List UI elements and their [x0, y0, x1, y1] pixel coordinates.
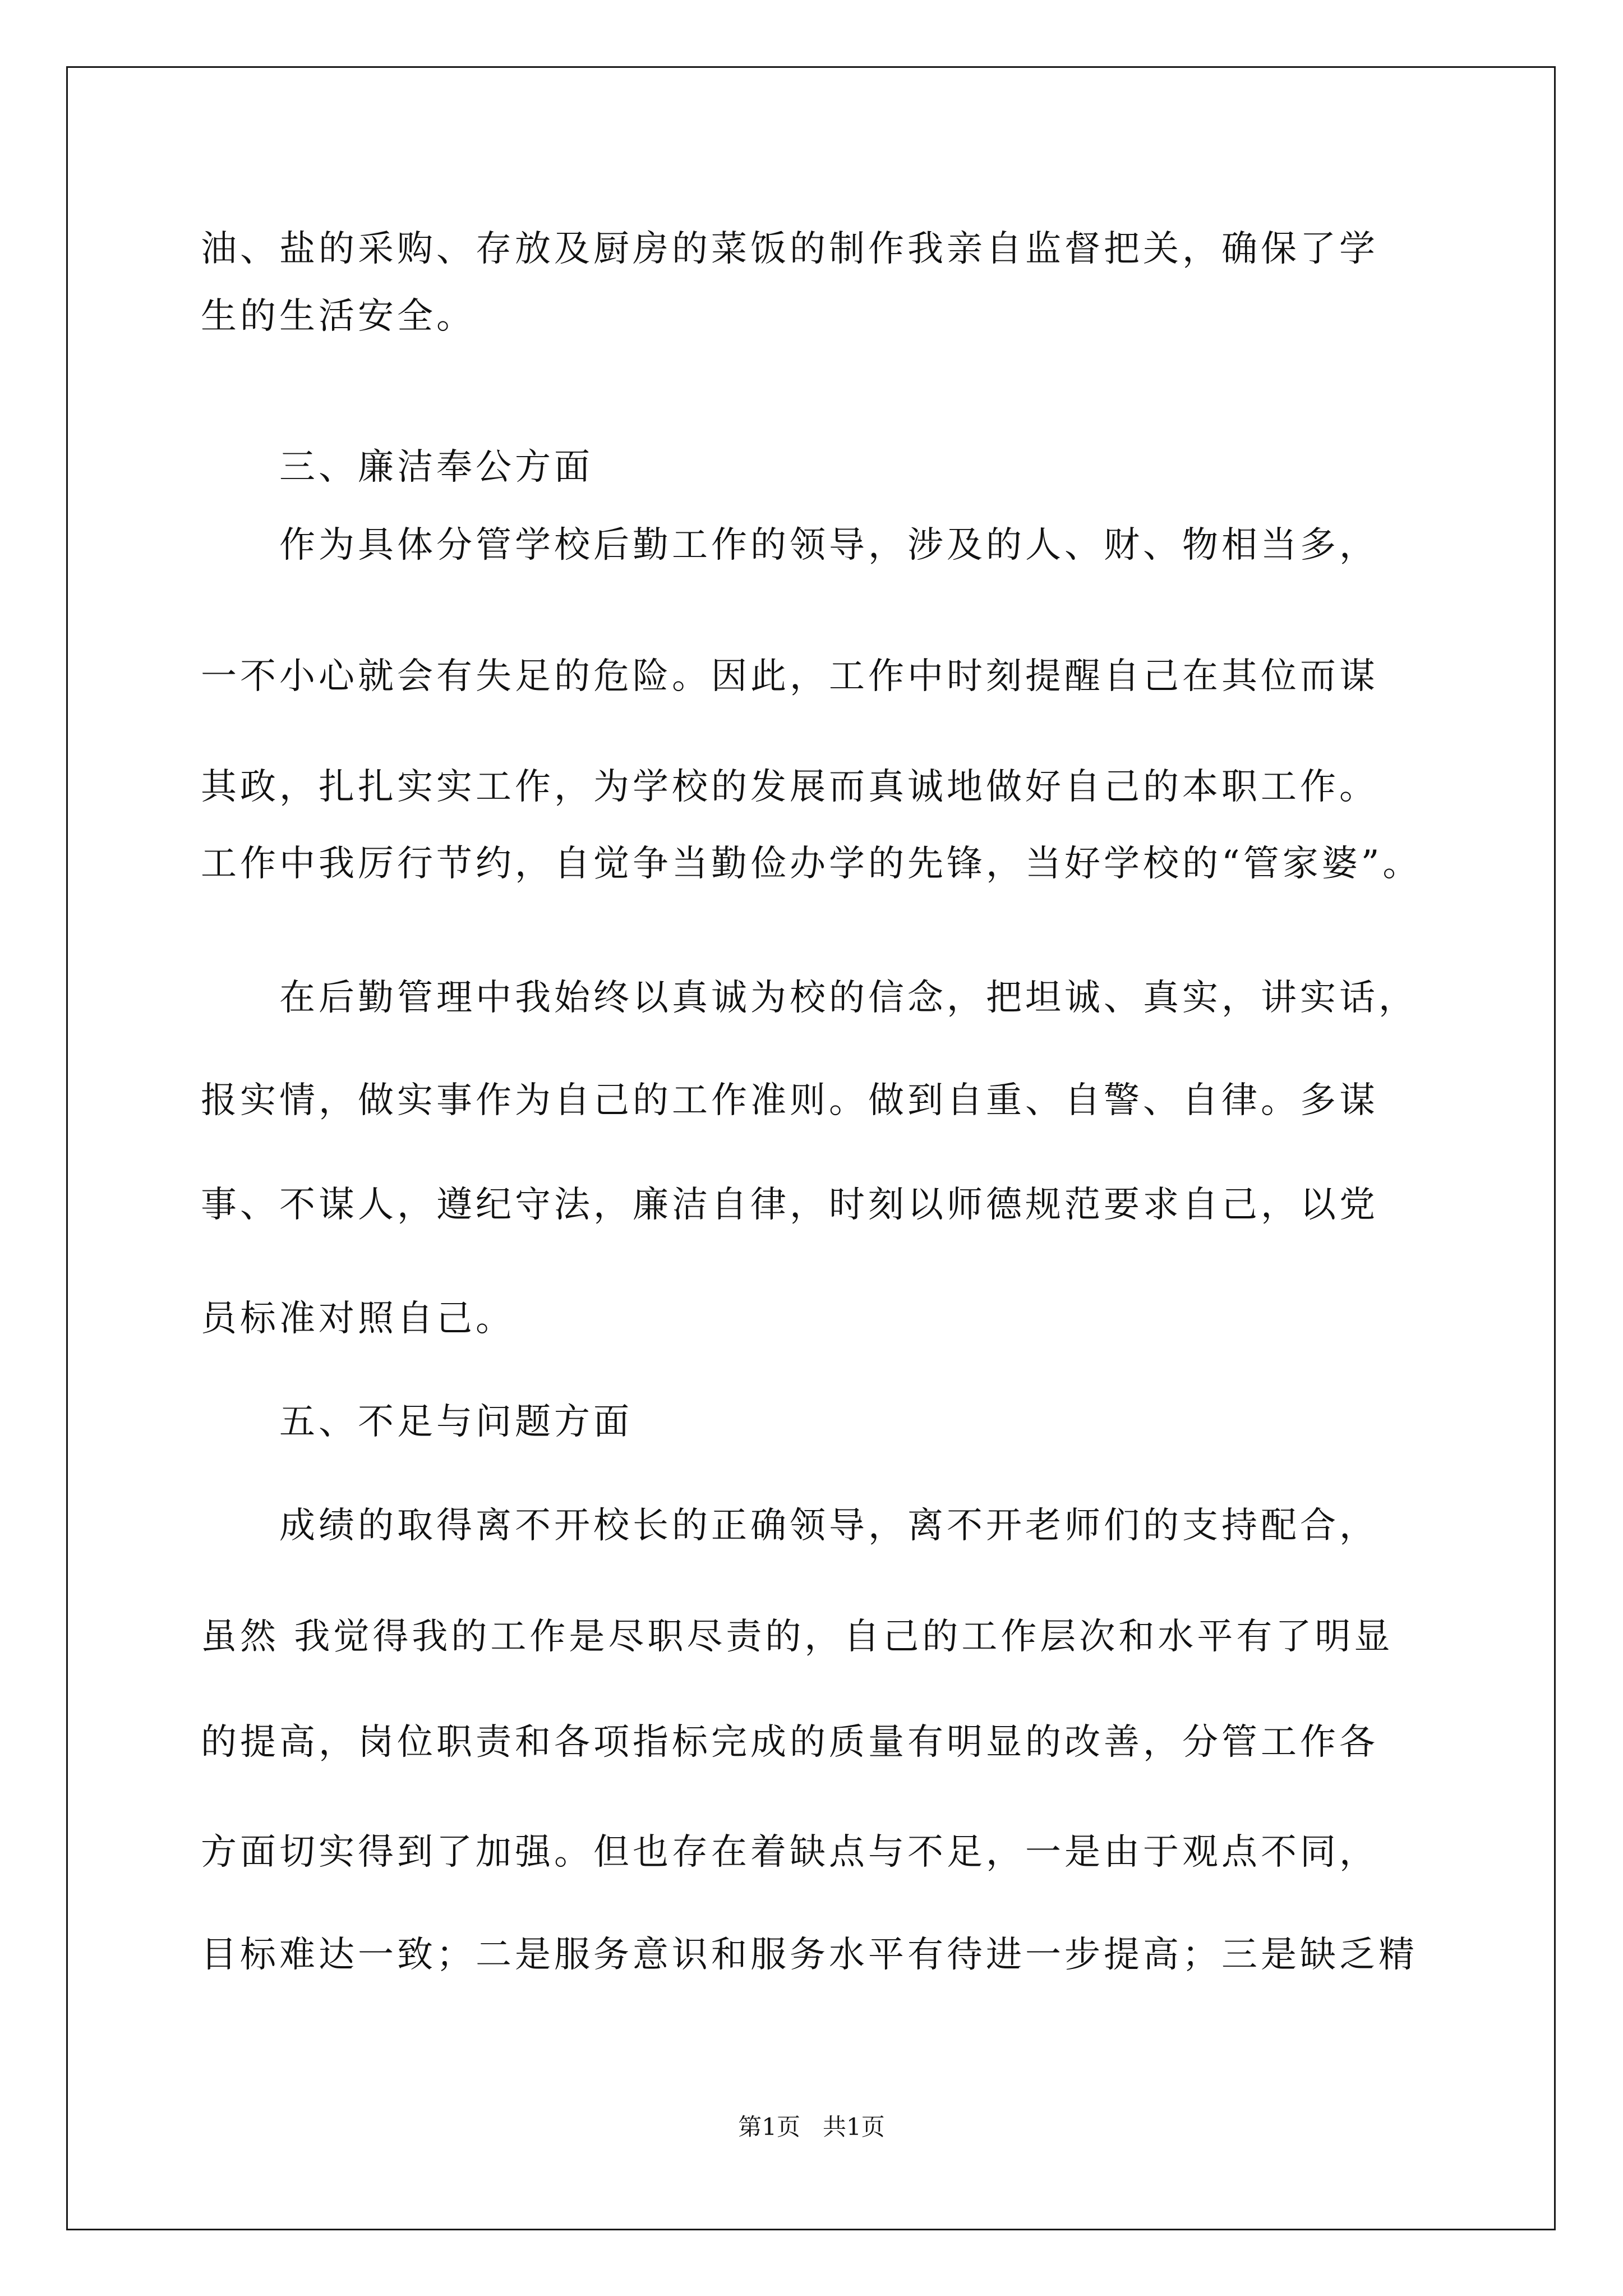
text-line: 生的生活安全。 [201, 296, 476, 337]
text-line: 作为具体分管学校后勤工作的领导，涉及的人、财、物相当多， [279, 524, 1378, 566]
page-border [66, 66, 1556, 2230]
text-line: 在后勤管理中我始终以真诚为校的信念，把坦诚、真实，讲实话， [279, 977, 1418, 1019]
text-line: 目标难达一致；二是服务意识和服务水平有待进一步提高；三是缺乏精 [201, 1934, 1418, 1976]
text-line: 成绩的取得离不开校长的正确领导，离不开老师们的支持配合， [279, 1505, 1378, 1547]
text-line: 的提高，岗位职责和各项指标完成的质量有明显的改善，分管工作各 [201, 1722, 1378, 1763]
text-line: 报实情，做实事作为自己的工作准则。做到自重、自警、自律。多谋 [201, 1080, 1378, 1121]
text-line: 虽然 我觉得我的工作是尽职尽责的，自己的工作层次和水平有了明显 [201, 1616, 1394, 1658]
section-heading: 三、廉洁奉公方面 [279, 447, 593, 488]
text-line: 油、盐的采购、存放及厨房的菜饭的制作我亲自监督把关，确保了学 [201, 228, 1378, 270]
text-line: 事、不谋人，遵纪守法，廉洁自律，时刻以师德规范要求自己，以党 [201, 1184, 1378, 1226]
page-number-footer: 第1页 共1页 [738, 2113, 885, 2141]
text-line: 方面切实得到了加强。但也存在着缺点与不足，一是由于观点不同， [201, 1832, 1378, 1873]
text-line: 一不小心就会有失足的危险。因此，工作中时刻提醒自己在其位而谋 [201, 656, 1378, 697]
text-line: 工作中我厉行节约，自觉争当勤俭办学的先锋，当好学校的“管家婆”。 [201, 843, 1422, 885]
section-heading: 五、不足与问题方面 [279, 1401, 633, 1443]
text-line: 其政，扎扎实实工作，为学校的发展而真诚地做好自己的本职工作。 [201, 766, 1378, 808]
text-line: 员标准对照自己。 [201, 1298, 515, 1340]
